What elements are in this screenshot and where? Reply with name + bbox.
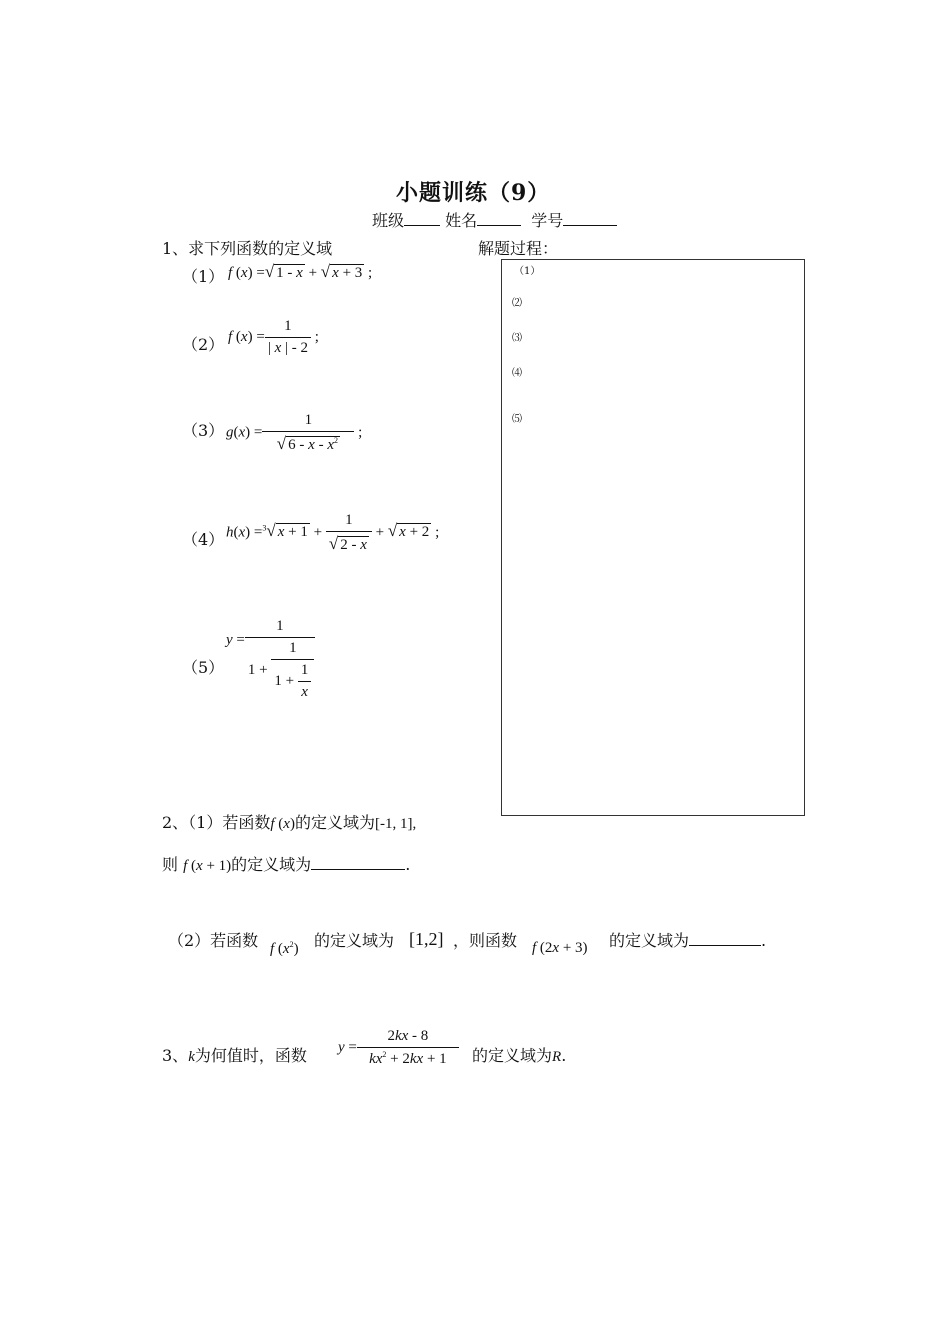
page-title: 小题训练（9） — [396, 180, 551, 206]
q3-end-text: 的定义域为 — [472, 1046, 553, 1065]
q3-end: 的定义域为R. — [472, 1046, 567, 1065]
solution-marker-2: ⑵ — [512, 298, 522, 309]
formula-5: y = 1 1 + 1 1 + $\frac{1}{x}$ — [226, 618, 315, 701]
question-2-part-1-line-2: 则 f (x + 1)的定义域为 . — [162, 855, 411, 874]
name-label: 姓名 — [445, 211, 478, 230]
q2-part1-line2-mid: 的定义域为 — [231, 855, 312, 874]
name-field[interactable] — [477, 211, 521, 226]
part-1-label: （1） — [182, 267, 225, 286]
q2-part2-answer-blank[interactable] — [689, 931, 761, 946]
solution-label: 解题过程： — [478, 239, 559, 258]
formula-4: h(x) =$^3$√ x + 1 + $\frac{1}{√ 2 - x}$ + √ x + 2 ; — [226, 512, 440, 553]
question-1-label: 1、求下列函数的定义域 — [162, 239, 333, 258]
solution-marker-5: ⑸ — [512, 414, 522, 425]
q3-prefix: 3、 — [162, 1046, 189, 1065]
solution-marker-1: （1） — [514, 266, 541, 277]
q2-part2-end-text: 的定义域为 — [609, 931, 690, 950]
q2-part1-answer-blank[interactable] — [311, 855, 405, 870]
formula-q3: y = $\frac{2kx - 8}{kx^2 + 2kx + 1}$ — [338, 1028, 459, 1068]
part-3-label: （3） — [182, 421, 225, 440]
student-id-label: 学号 — [531, 211, 564, 230]
q2-part1-interval: [-1, 1], — [374, 816, 417, 832]
part-2-label: （2） — [182, 335, 225, 354]
question-2-part-2 — [168, 928, 258, 951]
student-info-row — [372, 208, 617, 231]
solution-marker-4: ⑷ — [512, 368, 522, 379]
q3-var: k — [188, 1049, 195, 1065]
q3-mid: 为何值时，函数 — [194, 1046, 307, 1065]
q2-part2-end: 的定义域为 . — [609, 931, 767, 950]
part-5-label: （5） — [182, 658, 225, 677]
q3-set: R — [552, 1049, 562, 1065]
part-4-label: （4） — [182, 530, 225, 549]
q2-part1-mid: 的定义域为 — [294, 813, 375, 832]
q2-part2-func-2: f (2x + 3) — [532, 940, 588, 956]
q2-part2-prefix: （2）若函数 — [168, 931, 259, 950]
question-2-part-1: 2、（1）若函数f (x)的定义域为[-1, 1], — [162, 813, 417, 832]
q2-part2-func: f $(x^2)$ — [270, 940, 299, 957]
solution-marker-3: ⑶ — [512, 333, 522, 344]
solution-box[interactable] — [501, 259, 805, 816]
formula-1: f (x) =√ 1 - x + √ x + 3 ; — [228, 262, 373, 281]
q2-part2-then: ，则函数 — [453, 931, 518, 950]
formula-3: g(x) = $\frac{1}{√ 6 - x - x^2}$ ; — [226, 412, 363, 453]
q2-part2-mid: 的定义域为 — [314, 931, 395, 950]
question-3 — [162, 1043, 307, 1066]
q2-part1-then: 则 — [162, 855, 179, 874]
q2-part2-interval: [1,2] — [409, 929, 444, 949]
class-label: 班级 — [372, 211, 405, 230]
formula-2: f (x) = $\frac{1}{| x | - 2}$ ; — [228, 318, 319, 356]
class-field[interactable] — [404, 211, 440, 226]
student-id-field[interactable] — [563, 211, 617, 226]
q2-part1-prefix: 2、（1）若函数 — [162, 813, 271, 832]
